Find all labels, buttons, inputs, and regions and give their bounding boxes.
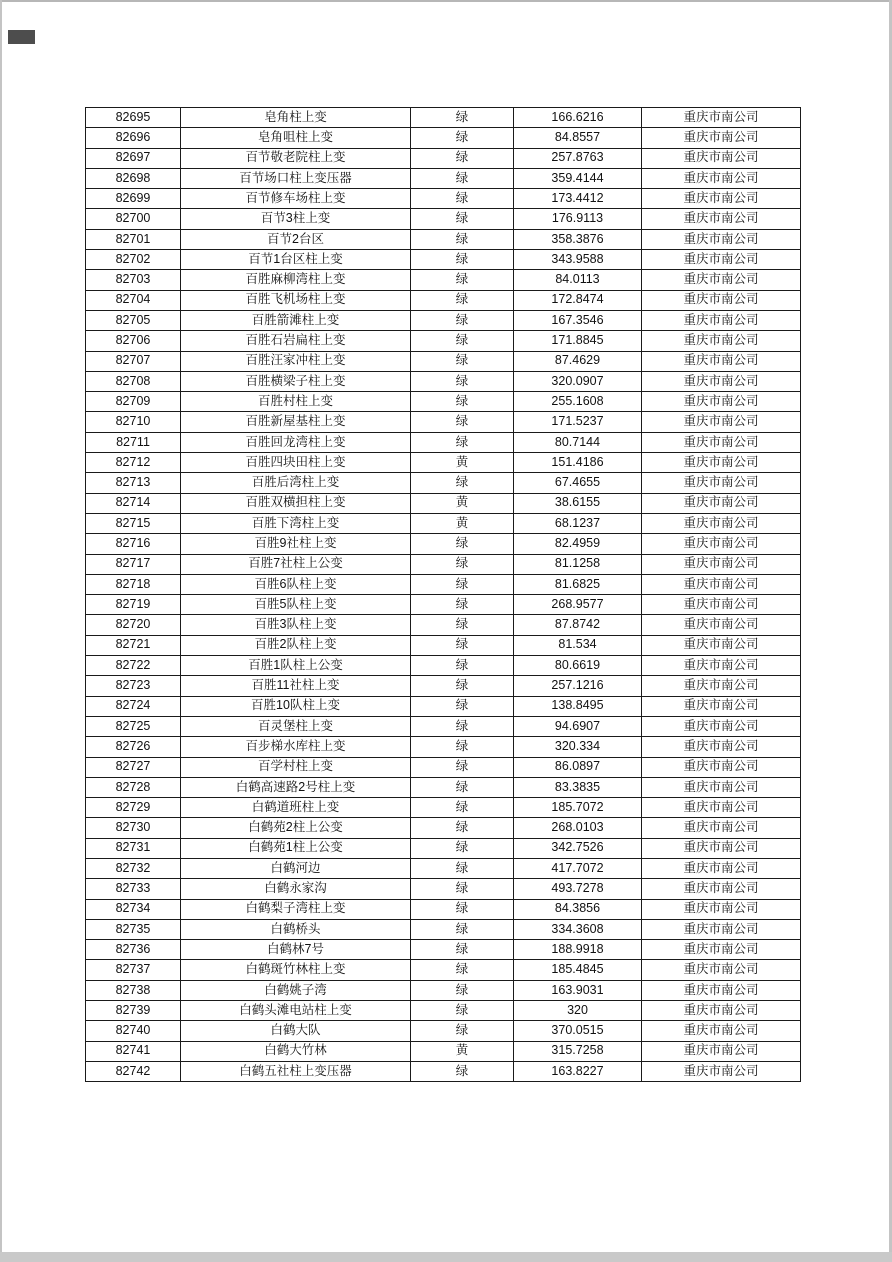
cell-status: 绿 (411, 392, 514, 412)
cell-company: 重庆市南公司 (642, 331, 801, 351)
cell-company: 重庆市南公司 (642, 919, 801, 939)
cell-company: 重庆市南公司 (642, 656, 801, 676)
cell-id: 82742 (86, 1061, 181, 1081)
cell-status: 绿 (411, 250, 514, 270)
table-row (86, 128, 801, 148)
cell-name: 百节2台区 (181, 229, 411, 249)
cell-id: 82704 (86, 290, 181, 310)
cell-value: 320.0907 (514, 371, 642, 391)
cell-id: 82723 (86, 676, 181, 696)
cell-company: 重庆市南公司 (642, 960, 801, 980)
cell-status: 绿 (411, 635, 514, 655)
cell-name: 百胜双横担柱上变 (181, 493, 411, 513)
cell-name: 白鹤苑2柱上公变 (181, 818, 411, 838)
cell-status: 绿 (411, 189, 514, 209)
cell-company: 重庆市南公司 (642, 189, 801, 209)
cell-value: 173.4412 (514, 189, 642, 209)
cell-status: 黄 (411, 493, 514, 513)
cell-company: 重庆市南公司 (642, 980, 801, 1000)
cell-name: 白鹤头滩电站柱上变 (181, 1001, 411, 1021)
viewer-top-border (0, 0, 892, 2)
cell-value: 172.8474 (514, 290, 642, 310)
table-row (86, 229, 801, 249)
cell-value: 358.3876 (514, 229, 642, 249)
cell-value: 188.9918 (514, 940, 642, 960)
cell-company: 重庆市南公司 (642, 128, 801, 148)
table-row (86, 818, 801, 838)
cell-status: 绿 (411, 757, 514, 777)
cell-company: 重庆市南公司 (642, 371, 801, 391)
cell-company: 重庆市南公司 (642, 879, 801, 899)
cell-name: 百胜7社柱上公变 (181, 554, 411, 574)
cell-company: 重庆市南公司 (642, 838, 801, 858)
cell-status: 绿 (411, 209, 514, 229)
cell-id: 82707 (86, 351, 181, 371)
cell-name: 百胜10队柱上变 (181, 696, 411, 716)
cell-value: 257.8763 (514, 148, 642, 168)
cell-company: 重庆市南公司 (642, 899, 801, 919)
cell-status: 绿 (411, 412, 514, 432)
cell-company: 重庆市南公司 (642, 432, 801, 452)
cell-id: 82713 (86, 473, 181, 493)
table-row (86, 716, 801, 736)
cell-status: 绿 (411, 1021, 514, 1041)
cell-company: 重庆市南公司 (642, 737, 801, 757)
cell-value: 80.6619 (514, 656, 642, 676)
cell-company: 重庆市南公司 (642, 1061, 801, 1081)
table-row (86, 351, 801, 371)
cell-id: 82730 (86, 818, 181, 838)
cell-status: 绿 (411, 858, 514, 878)
cell-status: 绿 (411, 534, 514, 554)
cell-status: 绿 (411, 168, 514, 188)
cell-status: 绿 (411, 716, 514, 736)
cell-id: 82728 (86, 777, 181, 797)
cell-id: 82735 (86, 919, 181, 939)
cell-status: 绿 (411, 595, 514, 615)
cell-company: 重庆市南公司 (642, 310, 801, 330)
cell-name: 白鹤道班柱上变 (181, 798, 411, 818)
cell-id: 82697 (86, 148, 181, 168)
cell-status: 绿 (411, 128, 514, 148)
cell-id: 82720 (86, 615, 181, 635)
cell-name: 百胜2队柱上变 (181, 635, 411, 655)
cell-value: 171.8845 (514, 331, 642, 351)
cell-value: 83.3835 (514, 777, 642, 797)
cell-company: 重庆市南公司 (642, 554, 801, 574)
cell-status: 绿 (411, 676, 514, 696)
cell-id: 82710 (86, 412, 181, 432)
cell-id: 82727 (86, 757, 181, 777)
cell-name: 白鹤河边 (181, 858, 411, 878)
cell-company: 重庆市南公司 (642, 696, 801, 716)
cell-name: 白鹤五社柱上变压器 (181, 1061, 411, 1081)
cell-status: 绿 (411, 270, 514, 290)
document-page (85, 107, 800, 1082)
table-row (86, 493, 801, 513)
viewer-corner-mark (8, 30, 35, 44)
cell-value: 163.8227 (514, 1061, 642, 1081)
cell-status: 绿 (411, 351, 514, 371)
cell-id: 82706 (86, 331, 181, 351)
cell-value: 185.7072 (514, 798, 642, 818)
table-row (86, 534, 801, 554)
cell-id: 82737 (86, 960, 181, 980)
cell-name: 百节修车场柱上变 (181, 189, 411, 209)
cell-value: 81.1258 (514, 554, 642, 574)
table-row (86, 453, 801, 473)
cell-value: 171.5237 (514, 412, 642, 432)
cell-company: 重庆市南公司 (642, 574, 801, 594)
table-row (86, 108, 801, 128)
cell-company: 重庆市南公司 (642, 473, 801, 493)
cell-company: 重庆市南公司 (642, 351, 801, 371)
cell-id: 82712 (86, 453, 181, 473)
table-row (86, 595, 801, 615)
cell-name: 百胜横梁子柱上变 (181, 371, 411, 391)
cell-status: 黄 (411, 1041, 514, 1061)
cell-name: 白鹤高速路2号柱上变 (181, 777, 411, 797)
cell-status: 绿 (411, 919, 514, 939)
cell-value: 320 (514, 1001, 642, 1021)
cell-company: 重庆市南公司 (642, 940, 801, 960)
cell-status: 绿 (411, 696, 514, 716)
data-table (85, 107, 801, 1082)
cell-status: 绿 (411, 960, 514, 980)
cell-value: 342.7526 (514, 838, 642, 858)
table-row (86, 331, 801, 351)
cell-company: 重庆市南公司 (642, 716, 801, 736)
cell-company: 重庆市南公司 (642, 513, 801, 533)
cell-id: 82717 (86, 554, 181, 574)
table-row (86, 757, 801, 777)
cell-company: 重庆市南公司 (642, 818, 801, 838)
cell-id: 82725 (86, 716, 181, 736)
cell-value: 82.4959 (514, 534, 642, 554)
table-row (86, 270, 801, 290)
cell-value: 370.0515 (514, 1021, 642, 1041)
cell-name: 百胜1队柱上公变 (181, 656, 411, 676)
cell-value: 84.3856 (514, 899, 642, 919)
cell-id: 82739 (86, 1001, 181, 1021)
cell-value: 343.9588 (514, 250, 642, 270)
table-row (86, 899, 801, 919)
cell-name: 白鹤姚子湾 (181, 980, 411, 1000)
table-row (86, 412, 801, 432)
cell-value: 417.7072 (514, 858, 642, 878)
cell-status: 绿 (411, 737, 514, 757)
cell-value: 86.0897 (514, 757, 642, 777)
viewer-left-border (0, 0, 2, 1262)
cell-name: 白鹤大竹林 (181, 1041, 411, 1061)
cell-value: 94.6907 (514, 716, 642, 736)
cell-id: 82734 (86, 899, 181, 919)
cell-company: 重庆市南公司 (642, 270, 801, 290)
cell-value: 84.0113 (514, 270, 642, 290)
cell-status: 绿 (411, 310, 514, 330)
cell-status: 绿 (411, 818, 514, 838)
cell-id: 82708 (86, 371, 181, 391)
table-row (86, 392, 801, 412)
table-row (86, 615, 801, 635)
cell-status: 黄 (411, 453, 514, 473)
cell-value: 315.7258 (514, 1041, 642, 1061)
table-row (86, 919, 801, 939)
table-row (86, 838, 801, 858)
cell-name: 百胜11社柱上变 (181, 676, 411, 696)
table-row (86, 209, 801, 229)
cell-name: 百胜下湾柱上变 (181, 513, 411, 533)
table-row (86, 940, 801, 960)
cell-name: 百胜石岩扁柱上变 (181, 331, 411, 351)
cell-company: 重庆市南公司 (642, 757, 801, 777)
cell-id: 82711 (86, 432, 181, 452)
cell-company: 重庆市南公司 (642, 858, 801, 878)
cell-status: 绿 (411, 656, 514, 676)
cell-value: 334.3608 (514, 919, 642, 939)
cell-id: 82741 (86, 1041, 181, 1061)
table-row (86, 1021, 801, 1041)
cell-status: 绿 (411, 879, 514, 899)
cell-value: 268.9577 (514, 595, 642, 615)
cell-value: 81.6825 (514, 574, 642, 594)
cell-company: 重庆市南公司 (642, 250, 801, 270)
cell-company: 重庆市南公司 (642, 1021, 801, 1041)
cell-name: 白鹤梨子湾柱上变 (181, 899, 411, 919)
cell-name: 百步梯水库柱上变 (181, 737, 411, 757)
table-row (86, 737, 801, 757)
cell-name: 白鹤大队 (181, 1021, 411, 1041)
cell-value: 163.9031 (514, 980, 642, 1000)
cell-value: 87.8742 (514, 615, 642, 635)
cell-name: 百胜后湾柱上变 (181, 473, 411, 493)
cell-status: 绿 (411, 777, 514, 797)
cell-company: 重庆市南公司 (642, 290, 801, 310)
cell-value: 68.1237 (514, 513, 642, 533)
cell-name: 百胜6队柱上变 (181, 574, 411, 594)
cell-value: 268.0103 (514, 818, 642, 838)
cell-status: 绿 (411, 290, 514, 310)
cell-value: 84.8557 (514, 128, 642, 148)
cell-value: 166.6216 (514, 108, 642, 128)
table-row (86, 574, 801, 594)
table-row (86, 696, 801, 716)
cell-id: 82698 (86, 168, 181, 188)
cell-name: 百节场口柱上变压器 (181, 168, 411, 188)
table-row (86, 879, 801, 899)
cell-company: 重庆市南公司 (642, 493, 801, 513)
cell-id: 82715 (86, 513, 181, 533)
cell-value: 151.4186 (514, 453, 642, 473)
viewer-bottom-border (0, 1252, 892, 1262)
cell-status: 绿 (411, 148, 514, 168)
cell-id: 82700 (86, 209, 181, 229)
cell-status: 黄 (411, 513, 514, 533)
table-row (86, 656, 801, 676)
table-row (86, 432, 801, 452)
cell-company: 重庆市南公司 (642, 392, 801, 412)
cell-id: 82731 (86, 838, 181, 858)
cell-id: 82701 (86, 229, 181, 249)
cell-company: 重庆市南公司 (642, 798, 801, 818)
cell-company: 重庆市南公司 (642, 209, 801, 229)
cell-name: 白鹤林7号 (181, 940, 411, 960)
cell-value: 81.534 (514, 635, 642, 655)
cell-id: 82721 (86, 635, 181, 655)
table-row (86, 798, 801, 818)
cell-company: 重庆市南公司 (642, 595, 801, 615)
cell-status: 绿 (411, 554, 514, 574)
cell-id: 82738 (86, 980, 181, 1000)
table-row (86, 980, 801, 1000)
table-row (86, 960, 801, 980)
cell-name: 白鹤苑1柱上公变 (181, 838, 411, 858)
cell-id: 82722 (86, 656, 181, 676)
cell-company: 重庆市南公司 (642, 1041, 801, 1061)
cell-name: 百胜飞机场柱上变 (181, 290, 411, 310)
cell-id: 82699 (86, 189, 181, 209)
cell-company: 重庆市南公司 (642, 1001, 801, 1021)
cell-id: 82719 (86, 595, 181, 615)
cell-id: 82714 (86, 493, 181, 513)
cell-value: 176.9113 (514, 209, 642, 229)
cell-id: 82733 (86, 879, 181, 899)
cell-id: 82736 (86, 940, 181, 960)
cell-value: 185.4845 (514, 960, 642, 980)
cell-name: 百胜回龙湾柱上变 (181, 432, 411, 452)
cell-status: 绿 (411, 574, 514, 594)
cell-value: 38.6155 (514, 493, 642, 513)
cell-company: 重庆市南公司 (642, 412, 801, 432)
cell-name: 百胜四块田柱上变 (181, 453, 411, 473)
cell-status: 绿 (411, 899, 514, 919)
cell-name: 百学村柱上变 (181, 757, 411, 777)
table-row (86, 250, 801, 270)
cell-name: 百胜汪家冲柱上变 (181, 351, 411, 371)
cell-id: 82740 (86, 1021, 181, 1041)
cell-name: 百节敬老院柱上变 (181, 148, 411, 168)
cell-name: 百胜新屋基柱上变 (181, 412, 411, 432)
cell-status: 绿 (411, 331, 514, 351)
cell-id: 82703 (86, 270, 181, 290)
cell-value: 359.4144 (514, 168, 642, 188)
table-row (86, 1041, 801, 1061)
cell-company: 重庆市南公司 (642, 635, 801, 655)
cell-status: 绿 (411, 615, 514, 635)
cell-name: 百胜3队柱上变 (181, 615, 411, 635)
cell-value: 167.3546 (514, 310, 642, 330)
table-row (86, 1001, 801, 1021)
cell-id: 82716 (86, 534, 181, 554)
table-row (86, 473, 801, 493)
cell-name: 白鹤斑竹林柱上变 (181, 960, 411, 980)
cell-id: 82718 (86, 574, 181, 594)
cell-company: 重庆市南公司 (642, 453, 801, 473)
cell-id: 82726 (86, 737, 181, 757)
table-row (86, 371, 801, 391)
cell-id: 82724 (86, 696, 181, 716)
cell-id: 82709 (86, 392, 181, 412)
table-row (86, 554, 801, 574)
cell-name: 百胜9社柱上变 (181, 534, 411, 554)
cell-status: 绿 (411, 1061, 514, 1081)
cell-status: 绿 (411, 798, 514, 818)
cell-id: 82702 (86, 250, 181, 270)
table-row (86, 310, 801, 330)
table-row (86, 1061, 801, 1081)
cell-company: 重庆市南公司 (642, 108, 801, 128)
cell-name: 白鹤桥头 (181, 919, 411, 939)
cell-name: 百胜村柱上变 (181, 392, 411, 412)
cell-company: 重庆市南公司 (642, 229, 801, 249)
cell-status: 绿 (411, 838, 514, 858)
cell-company: 重庆市南公司 (642, 168, 801, 188)
cell-name: 百灵堡柱上变 (181, 716, 411, 736)
cell-status: 绿 (411, 940, 514, 960)
table-row (86, 676, 801, 696)
cell-value: 257.1216 (514, 676, 642, 696)
cell-company: 重庆市南公司 (642, 615, 801, 635)
cell-id: 82696 (86, 128, 181, 148)
table-row (86, 189, 801, 209)
cell-status: 绿 (411, 229, 514, 249)
cell-id: 82732 (86, 858, 181, 878)
cell-company: 重庆市南公司 (642, 777, 801, 797)
table-row (86, 513, 801, 533)
cell-status: 绿 (411, 432, 514, 452)
cell-name: 百节3柱上变 (181, 209, 411, 229)
table-body (86, 108, 801, 1082)
cell-status: 绿 (411, 371, 514, 391)
cell-status: 绿 (411, 1001, 514, 1021)
cell-name: 百胜5队柱上变 (181, 595, 411, 615)
table-row (86, 777, 801, 797)
cell-company: 重庆市南公司 (642, 676, 801, 696)
cell-id: 82695 (86, 108, 181, 128)
cell-value: 80.7144 (514, 432, 642, 452)
cell-status: 绿 (411, 980, 514, 1000)
cell-id: 82705 (86, 310, 181, 330)
table-row (86, 635, 801, 655)
cell-company: 重庆市南公司 (642, 148, 801, 168)
cell-value: 493.7278 (514, 879, 642, 899)
cell-name: 百胜箭滩柱上变 (181, 310, 411, 330)
cell-value: 67.4655 (514, 473, 642, 493)
cell-name: 皂角咀柱上变 (181, 128, 411, 148)
cell-name: 百胜麻柳湾柱上变 (181, 270, 411, 290)
cell-status: 绿 (411, 473, 514, 493)
cell-company: 重庆市南公司 (642, 534, 801, 554)
cell-id: 82729 (86, 798, 181, 818)
table-row (86, 168, 801, 188)
cell-value: 87.4629 (514, 351, 642, 371)
cell-name: 百节1台区柱上变 (181, 250, 411, 270)
table-row (86, 148, 801, 168)
table-row (86, 290, 801, 310)
cell-value: 320.334 (514, 737, 642, 757)
cell-value: 138.8495 (514, 696, 642, 716)
cell-value: 255.1608 (514, 392, 642, 412)
cell-status: 绿 (411, 108, 514, 128)
cell-name: 白鹤永家沟 (181, 879, 411, 899)
cell-name: 皂角柱上变 (181, 108, 411, 128)
table-row (86, 858, 801, 878)
